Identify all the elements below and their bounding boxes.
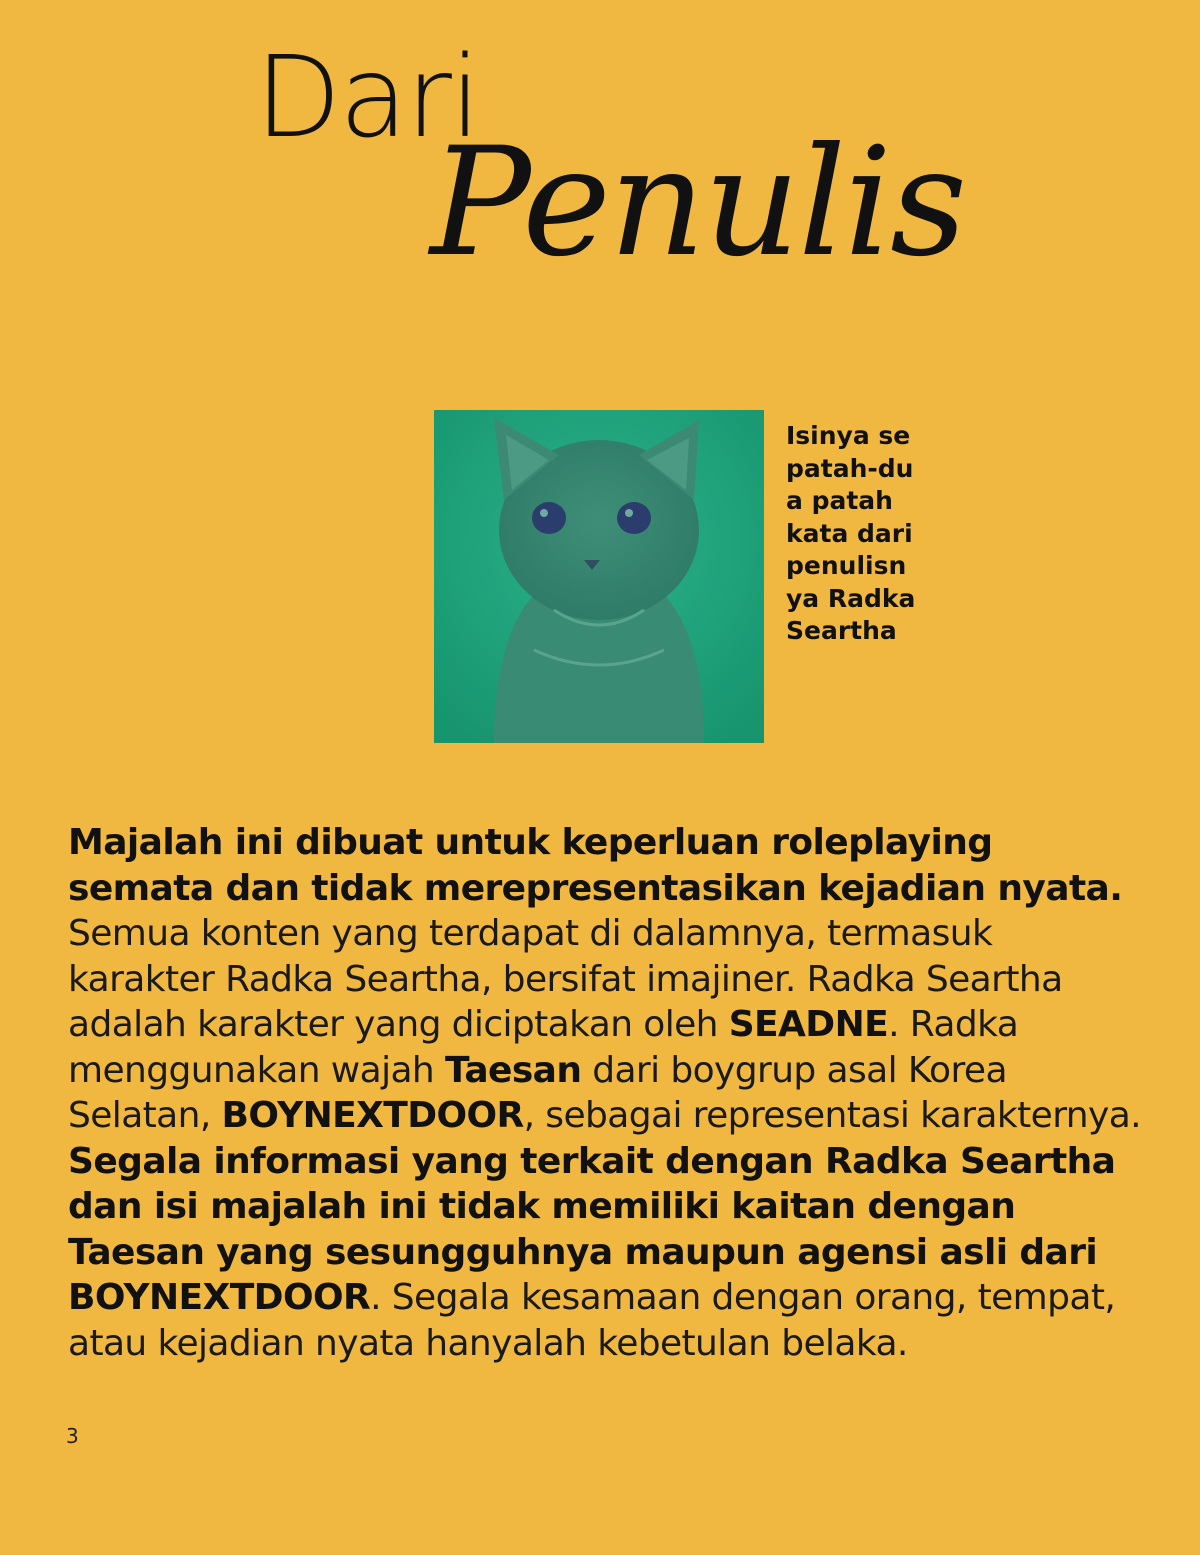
kitten-photo	[434, 410, 764, 743]
disclaimer-bold-1: Majalah ini dibuat untuk keperluan roleplaying semata dan tidak merepresentasikan kejadian nyata.	[68, 822, 1123, 909]
title-penulis: Penulis	[430, 116, 966, 290]
disclaimer-text-10: . Segala kesamaan dengan orang, tempat, atau kejadian nyata hanyalah kebetulan belaka.	[68, 1277, 1116, 1364]
photo-caption: Isinya sepatah-dua patah kata dari penulisnya Radka Seartha	[786, 421, 916, 645]
disclaimer-bold-taesan: Taesan	[445, 1049, 582, 1091]
disclaimer-bold-9: Segala informasi yang terkait dengan Radka Seartha dan isi majalah ini tidak memiliki kaitan dengan Taesan yang sesungguhnya maupun agensi asli dari BOYNEXTDOOR	[68, 1140, 1116, 1318]
page-number: 3	[66, 1424, 79, 1448]
disclaimer-bold-boynextdoor: BOYNEXTDOOR	[221, 1095, 524, 1136]
title-dari: Dari	[255, 33, 480, 163]
disclaimer-bold-seadne: SEADNE	[728, 1004, 889, 1045]
disclaimer-paragraph	[68, 820, 1143, 1366]
disclaimer-text-6: dari boygrup asal Korea Selatan,	[68, 1049, 1007, 1136]
disclaimer-text-8: , sebagai representasi karakternya.	[523, 1095, 1141, 1136]
disclaimer-text-4: . Radka menggunakan wajah	[68, 1004, 1019, 1091]
disclaimer-text-2: Semua konten yang terdapat di dalamnya, termasuk karakter Radka Seartha, bersifat imajiner. Radka Seartha adalah karakter yang diciptakan oleh	[68, 913, 1063, 1045]
